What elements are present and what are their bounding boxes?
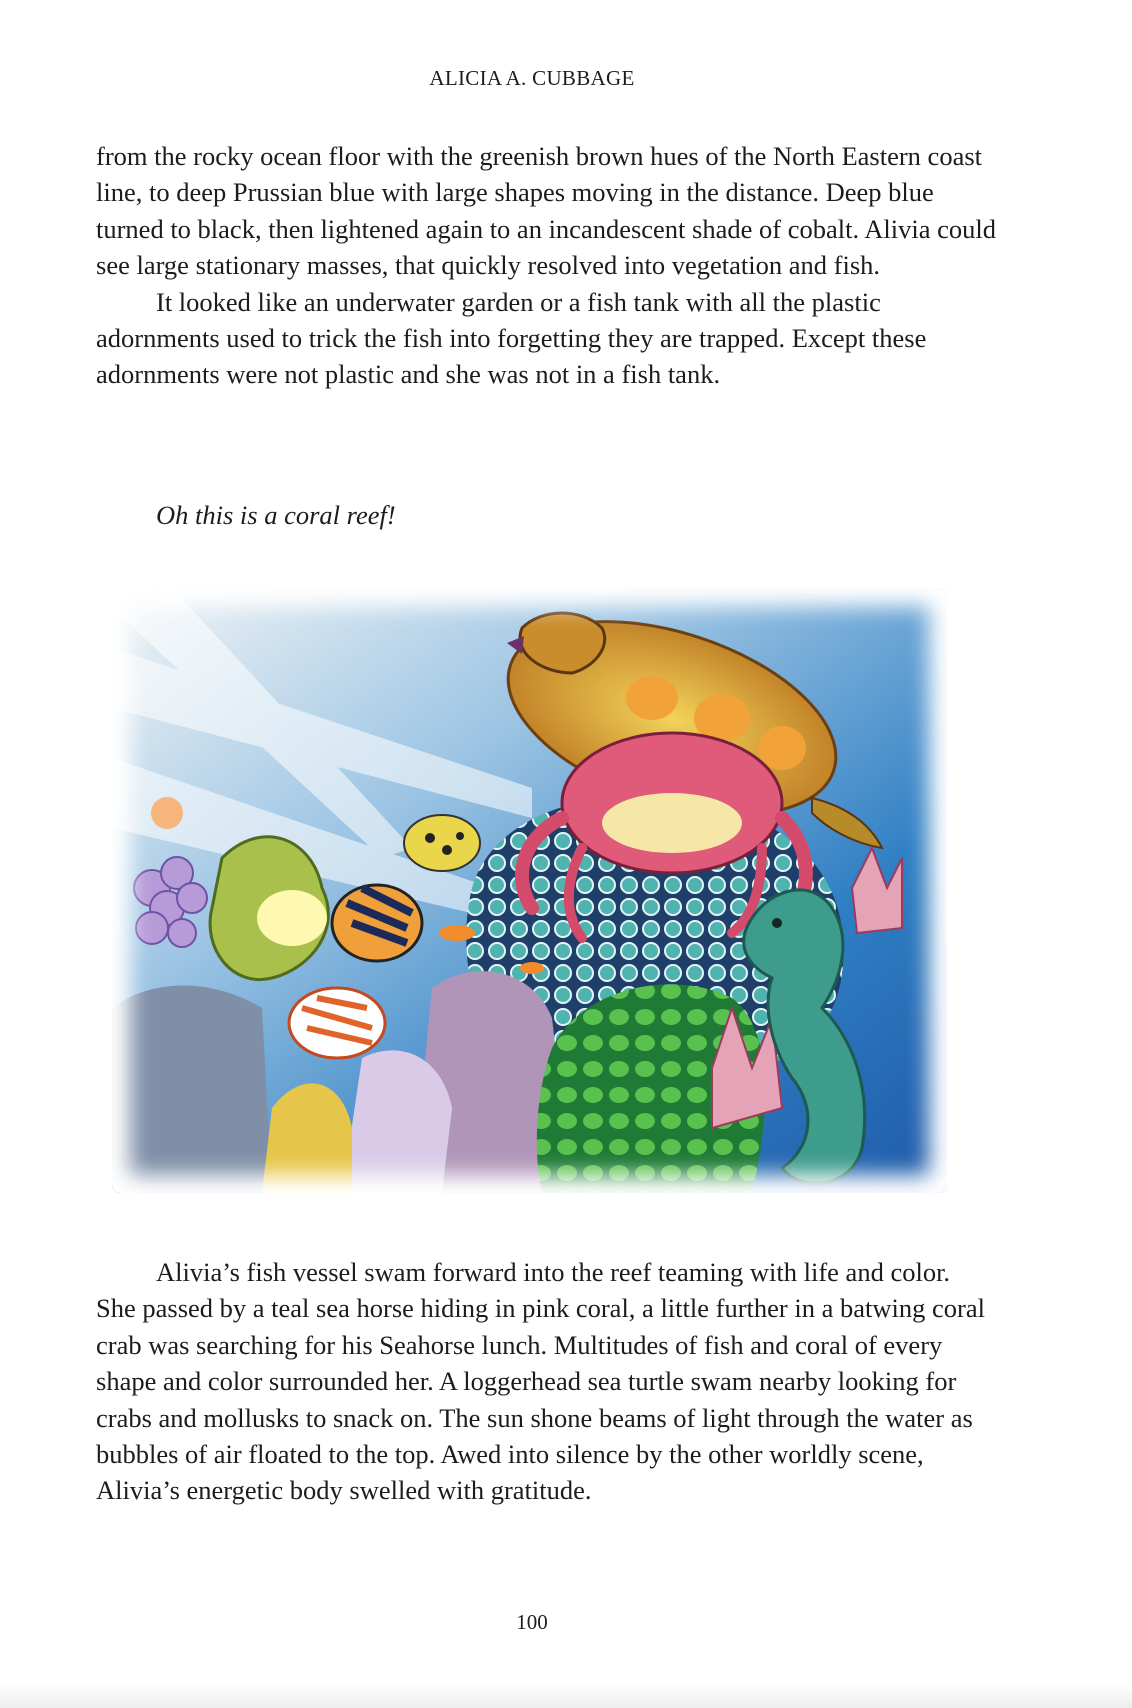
anemone	[151, 797, 183, 829]
coral-reef-illustration	[112, 588, 947, 1193]
running-head: ALICIA A. CUBBAGE	[429, 66, 635, 90]
small-orange-fish	[439, 925, 475, 941]
angelfish	[332, 885, 422, 961]
small-orange-fish	[520, 962, 544, 974]
spotted-boxfish	[404, 815, 480, 871]
paragraph-continued: from the rocky ocean floor with the greenish brown hues of the North Eastern coast line, to deep Prussian blue with large shapes moving in the distance. Deep blue turned to black, then lightened again to an incandescent shade of cobalt. Alivia could see large stationary masses, that quickly resolved into vegetation and fish.	[96, 141, 996, 281]
coral-reef-painting	[112, 588, 947, 1193]
butterflyfish	[289, 988, 385, 1058]
text-block-top	[96, 138, 996, 393]
page-number: 100	[516, 1610, 548, 1634]
yellow-fish	[257, 890, 327, 946]
page-bottom-edge	[0, 1684, 1132, 1708]
text-block-bottom	[96, 1254, 996, 1509]
paragraph-fish-tank: It looked like an underwater garden or a fish tank with all the plastic adornments used to trick the fish into forgetting they are trapped. Except these adornments were not plastic and she was not in a fish tank.	[96, 286, 927, 390]
paragraph-reef: Alivia’s fish vessel swam forward into the reef teaming with life and color. She passed by a teal sea horse hiding in pink coral, a little further in a batwing coral crab was searching for his Seahorse lunch. Multitudes of fish and coral of every shape and color surrounded her. A loggerhead sea turtle swam nearby looking for crabs and mollusks to snack on. The sun shone beams of light through the water as bubbles of air floated to the top. Awed into silence by the other worldly scene, Alivia’s energetic body swelled with gratitude.	[96, 1257, 985, 1506]
italic-thought: Oh this is a coral reef!	[156, 500, 396, 530]
rock	[112, 986, 272, 1194]
